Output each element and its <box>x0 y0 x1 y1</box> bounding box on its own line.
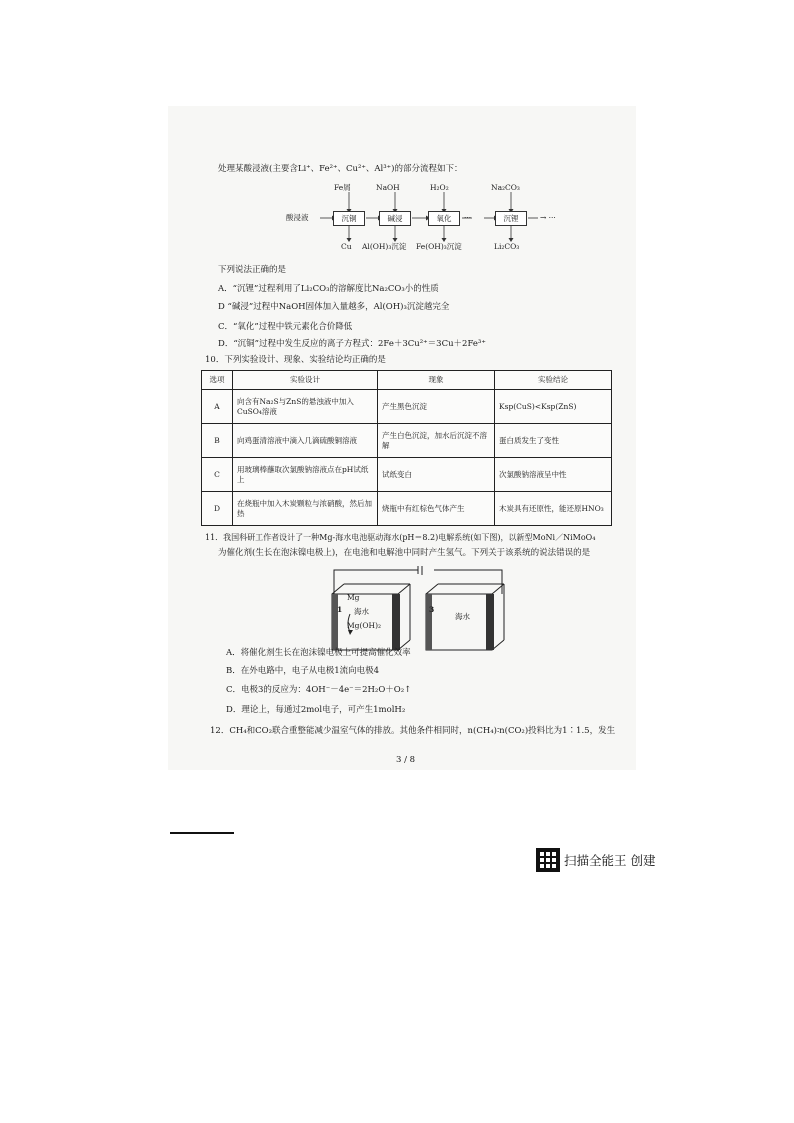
q11-option-d: D．理论上，每通过2mol电子，可产生1molH₂ <box>226 705 406 715</box>
reagent-naoh: NaOH <box>376 183 400 192</box>
row-option: C <box>202 458 233 492</box>
reagent-h2o2: H₂O₂ <box>430 183 449 192</box>
q11-option-c: C．电极3的反应为：4OH⁻－4e⁻＝2H₂O＋O₂↑ <box>226 685 412 695</box>
row-design: 用玻璃棒蘸取次氯酸钠溶液点在pH试纸上 <box>233 458 378 492</box>
q9-option-a: A．“沉锂”过程利用了Li₂CO₃的溶解度比Na₂CO₃小的性质 <box>218 284 439 294</box>
row-conclusion: 蛋白质发生了变性 <box>495 424 612 458</box>
qr-code-icon <box>536 848 560 872</box>
row-conclusion: 次氯酸钠溶液呈中性 <box>495 458 612 492</box>
q9-option-c: C．“氧化”过程中铁元素化合价降低 <box>218 322 353 332</box>
q12-text: 12．CH₄和CO₂联合重整能减少温室气体的排放。其他条件相同时，n(CH₄)∶n(CO₂)投料比为1∶1.5，发生 <box>210 726 616 736</box>
row-conclusion: 木炭具有还原性，能还原HNO₃ <box>495 492 612 526</box>
reagent-fe: Fe屑 <box>334 183 351 192</box>
flow-tail: → ··· <box>540 213 556 222</box>
header-phenomenon: 现象 <box>378 371 495 390</box>
q9-option-b: D “碱浸”过程中NaOH固体加入量越多，Al(OH)₃沉淀越完全 <box>218 302 450 312</box>
q11-option-a: A．将催化剂生长在泡沫镍电极上可提高催化效率 <box>226 648 411 658</box>
electrolysis-diagram <box>318 566 518 656</box>
row-design: 向鸡蛋清溶液中滴入几滴硫酸铜溶液 <box>233 424 378 458</box>
row-option: D <box>202 492 233 526</box>
row-phenomenon: 产生黑色沉淀 <box>378 390 495 424</box>
diagram-electrode-1: 1 <box>337 605 343 614</box>
scanner-watermark: 扫描全能王 创建 <box>564 853 656 868</box>
diagram-seawater-left: 海水 <box>354 607 369 616</box>
intro-text: 处理某酸浸液(主要含Li⁺、Fe²⁺、Cu²⁺、Al³⁺)的部分流程如下： <box>218 164 463 174</box>
header-option: 选项 <box>202 371 233 390</box>
product-cu: Cu <box>341 242 352 251</box>
reagent-na2co3: Na₂CO₃ <box>491 183 520 192</box>
flow-start: 酸浸液 <box>286 213 309 222</box>
diagram-electrode-3: 3 <box>429 605 435 614</box>
experiment-table <box>201 370 612 526</box>
table-row <box>202 424 612 458</box>
q11-line2: 为催化剂(生长在泡沫镍电极上)，在电池和电解池中同时产生氢气。下列关于该系统的说法错误的是 <box>218 548 591 558</box>
flow-box-copper: 沉铜 <box>333 211 365 226</box>
header-design: 实验设计 <box>233 371 378 390</box>
table-header-row <box>202 371 612 390</box>
table-row <box>202 390 612 424</box>
product-aloh: Al(OH)₃沉淀 <box>362 242 407 251</box>
diagram-seawater-right: 海水 <box>455 612 470 621</box>
page-number: 3 / 8 <box>396 755 416 765</box>
row-phenomenon: 试纸变白 <box>378 458 495 492</box>
table-row <box>202 492 612 526</box>
diagram-mg: Mg <box>347 593 360 602</box>
q11-line1: 11．我国科研工作者设计了一种Mg-海水电池驱动海水(pH＝8.2)电解系统(如下图)，以新型MoNi／NiMoO₄ <box>205 533 596 542</box>
row-phenomenon: 产生白色沉淀，加水后沉淀不溶解 <box>378 424 495 458</box>
flow-ellipsis: ··· <box>464 213 472 222</box>
row-design: 在烧瓶中加入木炭颗粒与浓硝酸，然后加热 <box>233 492 378 526</box>
table-row <box>202 458 612 492</box>
row-option: B <box>202 424 233 458</box>
q10-title: 10．下列实验设计、现象、实验结论均正确的是 <box>205 355 386 365</box>
q11-option-b: B．在外电路中，电子从电极1流向电极4 <box>226 666 380 676</box>
flow-box-lithium: 沉锂 <box>495 211 527 226</box>
diagram-mgoh2: Mg(OH)₂ <box>347 621 382 630</box>
flow-box-alkali: 碱浸 <box>379 211 411 226</box>
q9-prompt: 下列说法正确的是 <box>218 265 287 275</box>
row-option: A <box>202 390 233 424</box>
row-design: 向含有Na₂S与ZnS的悬浊液中加入CuSO₄溶液 <box>233 390 378 424</box>
scan-mark <box>170 832 234 834</box>
row-phenomenon: 烧瓶中有红棕色气体产生 <box>378 492 495 526</box>
row-conclusion: Ksp(CuS)<Ksp(ZnS) <box>495 390 612 424</box>
product-li2co3: Li₂CO₃ <box>494 242 520 251</box>
flow-box-oxidize: 氧化 <box>428 211 460 226</box>
header-conclusion: 实验结论 <box>495 371 612 390</box>
product-feoh: Fe(OH)₃沉淀 <box>416 242 462 251</box>
q9-option-d: D．“沉铜”过程中发生反应的离子方程式：2Fe＋3Cu²⁺＝3Cu＋2Fe³⁺ <box>218 339 486 349</box>
